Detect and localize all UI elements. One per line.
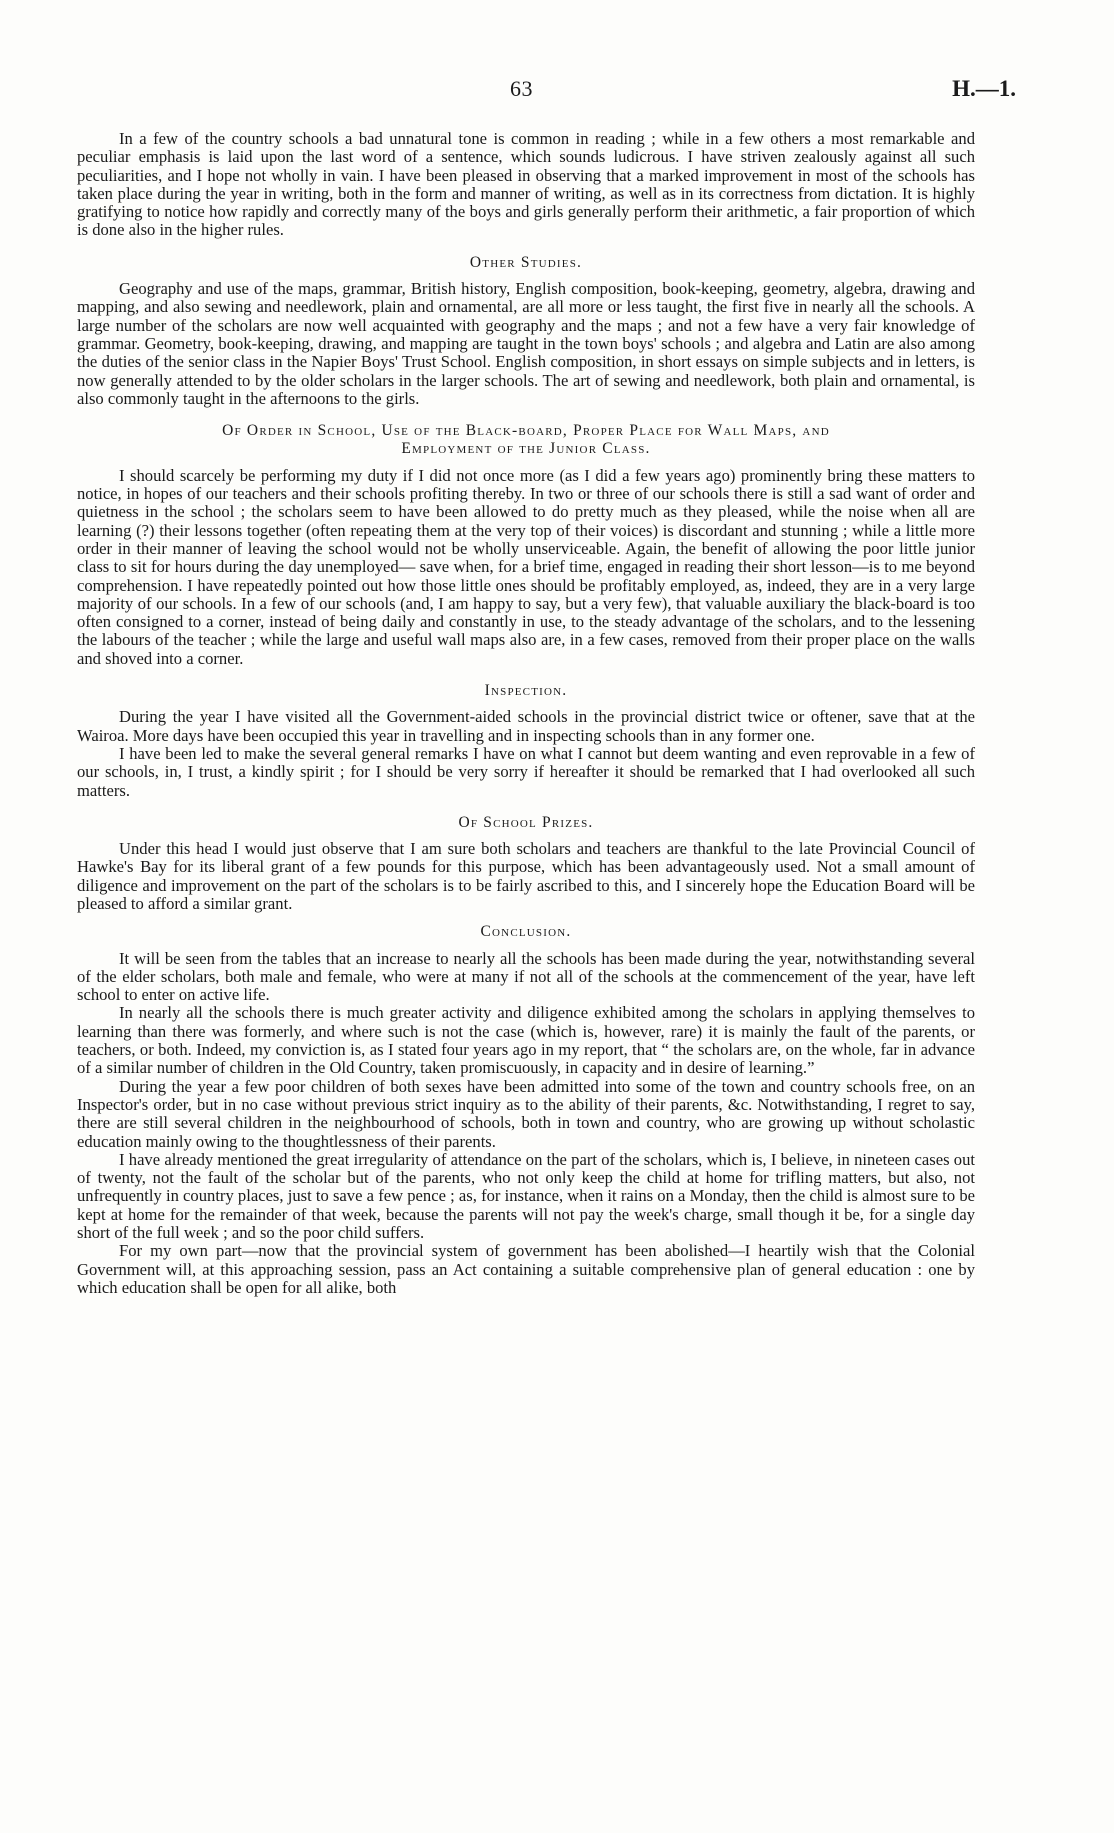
conclusion-paragraph-4: I have already mentioned the great irregularity of attendance on the part of the scholars, which is, I believe, in nineteen cases out of twenty, not the fault of the scholar but of the parents, who not only keep the child at home for trifling matters, but also, not unfrequently in country places, just to save a few pence ; as, for instance, when it rains on a Monday, then the child is almost sure to be kept at home for the remainder of that week, because the parents will not pay the week's charge, small though it be, for a single day short of the full week ; and so the poor child suffers.	[77, 1149, 975, 1243]
inspection-paragraph-2: I have been led to make the several general remarks I have on what I cannot but deem wanting and even reprovable in a few of our schools, in, I trust, a kindly spirit ; for I should be very sorry if hereafter it should be remarked that I had overlooked all such matters.	[77, 743, 975, 800]
heading-order-line-2: Employment of the Junior Class.	[401, 440, 651, 458]
page-number: 63	[510, 76, 533, 101]
conclusion-paragraph-5: For my own part—now that the provincial system of government has been abolished—I heartily wish that the Colonial Government will, at this approaching session, pass an Act containing a suitable comprehensive plan of general education : one by which education shall be open for all alike, both	[77, 1241, 975, 1297]
prizes-paragraph: Under this head I would just observe that I am sure both scholars and teachers are thankful to the late Provincial Council of Hawke's Bay for its liberal grant of a few pounds for this purpose, which has been advantageously used. Not a small amount of diligence and improvement on the part of the scholars is to be fairly ascribed to this, and I sincerely hope the Education Board will be pleased to afford a similar grant.	[77, 839, 975, 913]
heading-order-line-1: Of Order in School, Use of the Black-board, Proper Place for Wall Maps, and	[222, 422, 830, 440]
conclusion-paragraph-2: In nearly all the schools there is much greater activity and diligence exhibited among the scholars in applying themselves to learning than there was formerly, and where such is not the case (which is, however, rare) it is mainly the fault of the parents, or teachers, or both. Indeed, my conviction is, as I stated four years ago in my report, that “ the scholars are, on the whole, far in advance of a similar number of children in the Old Country, taken promiscuously, in capacity and in desire of learning.”	[77, 1003, 975, 1078]
page-header	[0, 76, 1114, 106]
order-paragraph: I should scarcely be performing my duty if I did not once more (as I did a few years ago) prominently bring these matters to notice, in hopes of our teachers and their schools profiting thereby. In two or three of our schools there is still a sad want of order and quietness in the school ; the scholars seem to have been allowed to do pretty much as they pleased, while the noise when all are learning (?) their lessons together (often repeating them at the very top of their voices) is discordant and stunning ; while a little more order in their manner of leaving the school would not be wholly unserviceable. Again, the benefit of allowing the poor little junior class to sit for hours during the day unemployed— save when, for a brief time, engaged in reading their short lesson—is to me beyond comprehension. I have repeatedly pointed out how those little ones should be profitably employed, as, indeed, they are in a very large majority of our schools. In a few of our schools (and, I am happy to say, but a very few), that valuable auxiliary the black-board is too often consigned to a corner, instead of being daily and constantly in use, to the steady advantage of the scholars, and to the lessening the labours of the teacher ; while the large and useful wall maps also are, in a few cases, removed from their proper place on the walls and shoved into a corner.	[77, 465, 975, 668]
document-code: H.—1.	[952, 76, 1016, 101]
heading-conclusion: Conclusion.	[480, 923, 572, 941]
heading-other-studies: Other Studies.	[469, 253, 583, 271]
heading-school-prizes: Of School Prizes.	[458, 813, 594, 831]
intro-paragraph: In a few of the country schools a bad unnatural tone is common in reading ; while in a few others a most remarkable and peculiar emphasis is laid upon the last word of a sentence, which sounds ludicrous. I have striven zealously against all such peculiarities, and I hope not wholly in vain. I have been pleased in observing that a marked improvement in most of the schools has taken place during the year in writing, both in the form and manner of writing, as well as in its correctness from dictation. It is highly gratifying to notice how rapidly and correctly many of the boys and girls generally perform their arithmetic, a fair proportion of which is done also in the higher rules.	[77, 129, 975, 240]
conclusion-paragraph-1: It will be seen from the tables that an increase to nearly all the schools has been made during the year, notwithstanding several of the elder scholars, both male and female, who were at many if not all of the schools at the commencement of the year, have left school to enter on active life.	[77, 948, 975, 1005]
inspection-paragraph-1: During the year I have visited all the Government-aided schools in the provincial district twice or oftener, save that at the Wairoa. More days have been occupied this year in travelling and in inspecting schools than in any former one.	[77, 707, 975, 745]
report-body	[77, 130, 975, 1297]
conclusion-paragraph-3: During the year a few poor children of both sexes have been admitted into some of the town and country schools free, on an Inspector's order, but in no case without previous strict inquiry as to the ability of their parents, &c. Notwithstanding, I regret to say, there are still several children in the neighbourhood of schools, both in town and country, who are growing up without scholastic education mainly owing to the thoughtlessness of their parents.	[77, 1076, 975, 1151]
heading-inspection: Inspection.	[484, 682, 568, 700]
other-studies-paragraph: Geography and use of the maps, grammar, British history, English composition, book-keeping, geometry, algebra, drawing and mapping, and also sewing and needlework, plain and ornamental, are all more or less taught, the first five in nearly all the schools. A large number of the scholars are now well acquainted with geography and the maps ; and not a few have a very fair knowledge of grammar. Geometry, book-keeping, drawing, and mapping are taught in the town boys' schools ; and algebra and Latin are also among the duties of the senior class in the Napier Boys' Trust School. English composition, in short essays on simple subjects and in letters, is now generally attended to by the older scholars in the larger schools. The art of sewing and needlework, both plain and ornamental, is also commonly taught in the afternoons to the girls.	[77, 279, 975, 408]
